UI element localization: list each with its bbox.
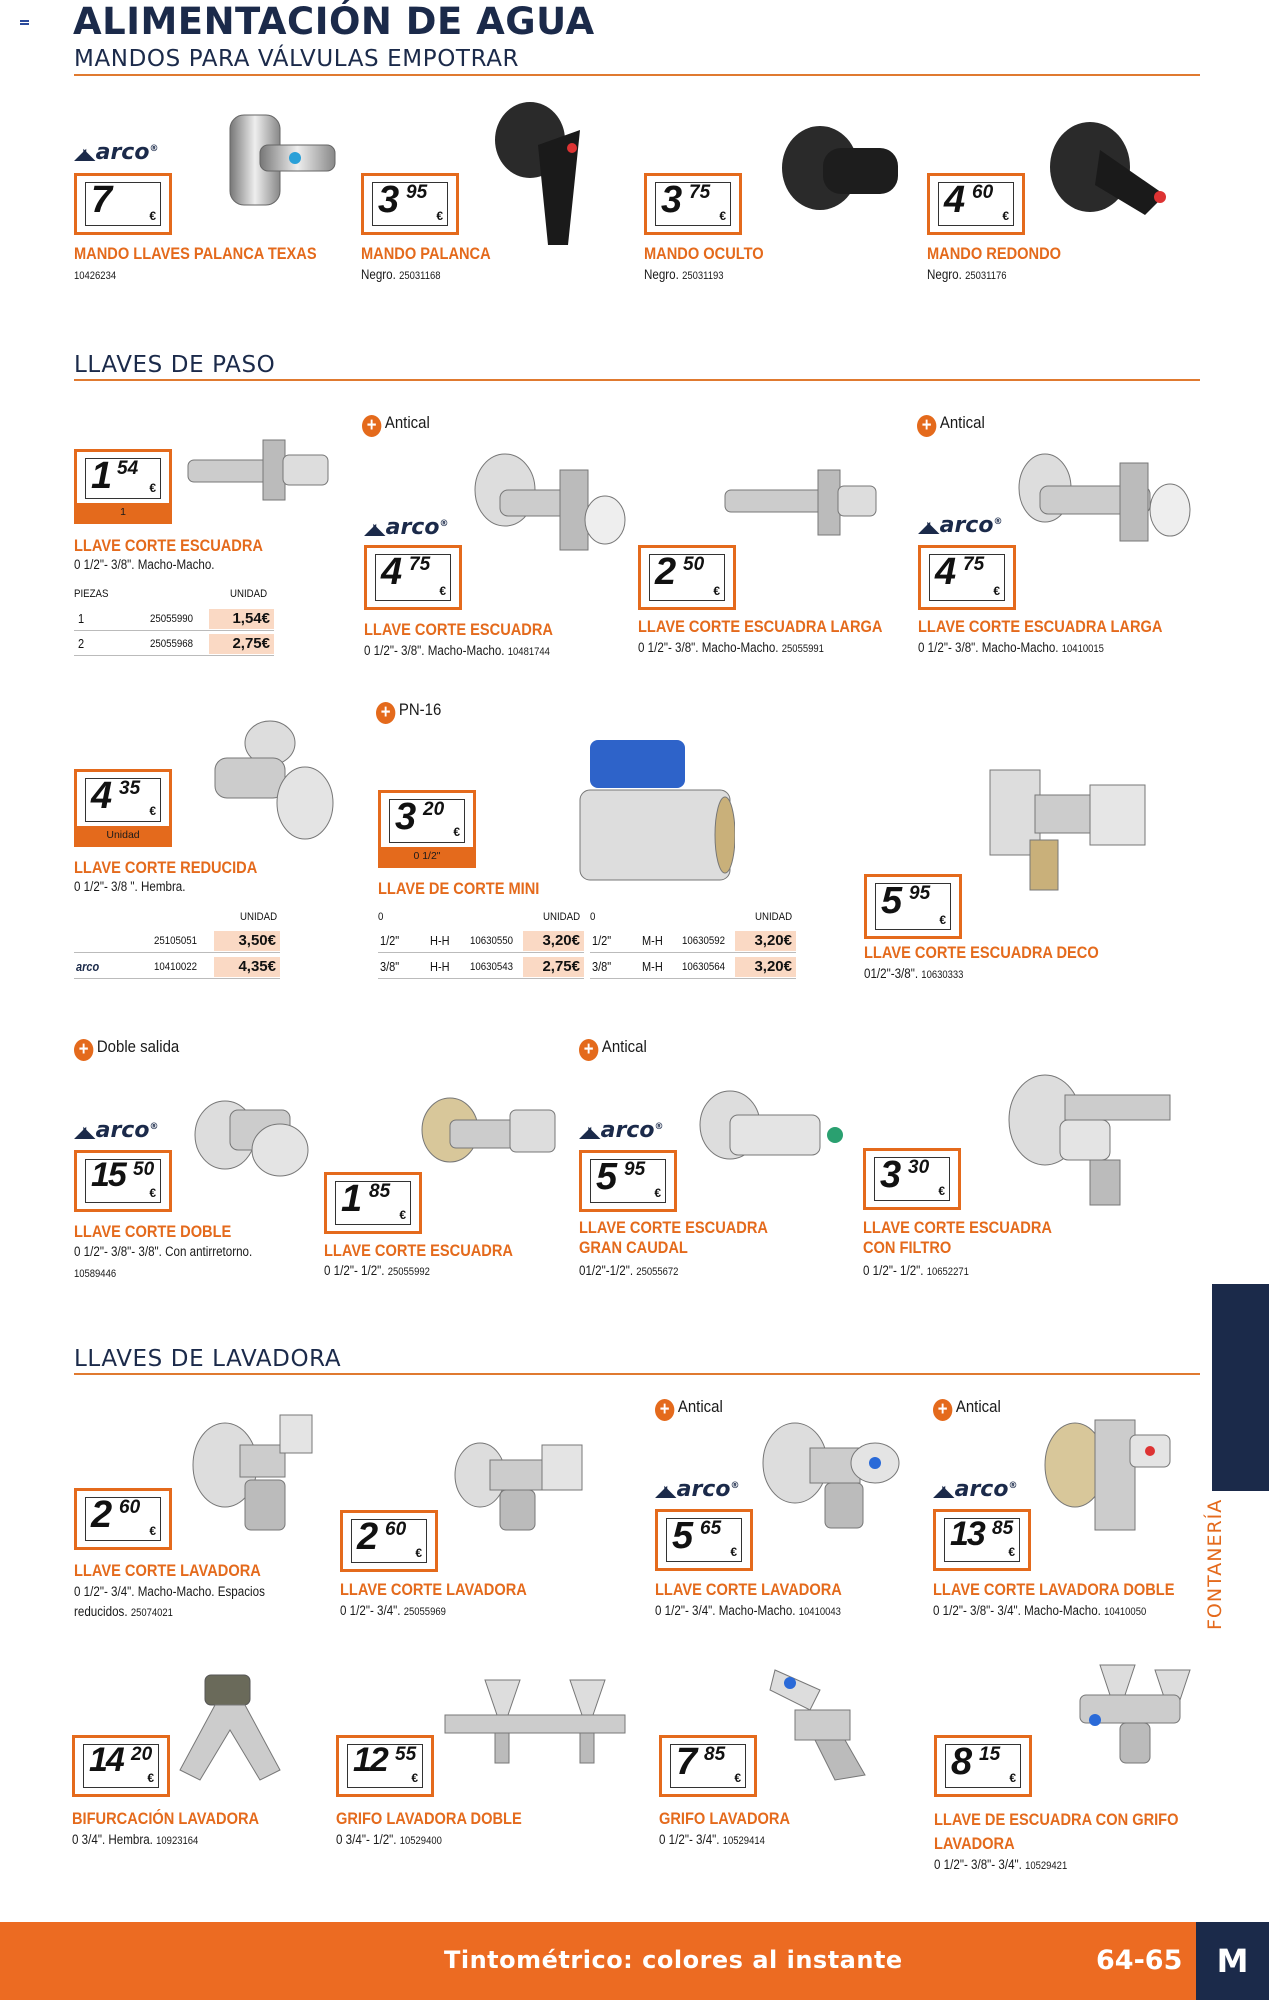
- arco-logo: ◢◣ arco®: [918, 513, 1003, 538]
- reduced-valve-image: [205, 718, 340, 848]
- product-desc: Negro. 25031193: [644, 267, 724, 282]
- product-desc: 0 3/4"- 1/2". 10529400: [336, 1832, 442, 1847]
- page-title: ALIMENTACIÓN DE AGUA: [73, 0, 595, 43]
- price-tag: 15 50 €: [74, 1150, 172, 1212]
- product-desc: 0 1/2"- 3/8 ". Hembra.: [74, 879, 186, 894]
- product-desc: 0 1/2"- 3/4". Macho-Macho. Espacios: [74, 1584, 265, 1599]
- product-name: LLAVE CORTE LAVADORA: [655, 1580, 842, 1599]
- section-rule: [74, 1373, 1200, 1375]
- price-tag: 7 €: [74, 173, 172, 235]
- angle-valve-image: [183, 425, 333, 505]
- price-tag: 1 85 €: [324, 1172, 422, 1234]
- price-tag: 5 65 €: [655, 1509, 753, 1571]
- product-name: LLAVE CORTE ESCUADRA: [579, 1218, 768, 1237]
- product-desc: 0 1/2"- 3/8"- 3/4". Macho-Macho. 10410050: [933, 1603, 1147, 1618]
- price-tag: 3 20 € 0 1/2": [378, 790, 476, 868]
- product-name: LLAVE CORTE ESCUADRA: [863, 1218, 1052, 1237]
- feature-tag: + Antical: [917, 413, 985, 437]
- footer-text: Tintométrico: colores al instante: [444, 1946, 903, 1974]
- product-desc: 0 1/2"- 3/4". 10529414: [659, 1832, 765, 1847]
- angle-tap-image: [1060, 1660, 1200, 1770]
- product-name: LLAVE CORTE DOBLE: [74, 1222, 232, 1241]
- product-name: GRAN CAUDAL: [579, 1238, 688, 1257]
- double-tap-image: [440, 1675, 630, 1775]
- arco-logo: ◢◣ arco®: [655, 1477, 740, 1502]
- section-title-mandos: MANDOS PARA VÁLVULAS EMPOTRAR: [74, 46, 520, 72]
- square-deco-valve-image: [980, 760, 1165, 895]
- product-desc: 0 1/2"- 1/2". 10652271: [863, 1263, 969, 1278]
- product-desc: 01/2"-3/8". 10630333: [864, 966, 964, 981]
- price-tag: 3 95 €: [361, 173, 459, 235]
- black-lever-image: [480, 100, 590, 250]
- price-tag: 4 75 €: [364, 545, 462, 610]
- washer-valve-image: [755, 1418, 905, 1538]
- product-ref: 10589446: [74, 1268, 117, 1280]
- product-name: LLAVE DE CORTE MINI: [378, 879, 540, 898]
- arco-logo: ◢◣ arco®: [364, 515, 449, 540]
- table-row: 3/8" H-H 10630543 2,75€: [378, 956, 584, 979]
- category-side-tab: [1212, 1284, 1269, 1491]
- price-tag: 2 50 €: [638, 545, 736, 610]
- double-washer-valve-image: [1040, 1395, 1180, 1545]
- price-tag: 3 75 €: [644, 173, 742, 235]
- product-desc: 0 1/2"- 3/8"- 3/8". Con antirretorno.: [74, 1244, 253, 1259]
- product-desc: 0 1/2"- 3/8". Macho-Macho.: [74, 557, 215, 572]
- product-desc: reducidos. 25074021: [74, 1604, 173, 1619]
- product-name: LAVADORA: [934, 1834, 1015, 1853]
- table-row: 2 25055968 2,75€: [74, 633, 274, 656]
- menu-icon[interactable]: [20, 20, 29, 25]
- product-name: LLAVE CORTE ESCUADRA LARGA: [638, 617, 883, 636]
- product-desc: 0 1/2"- 3/4". Macho-Macho. 10410043: [655, 1603, 841, 1618]
- price-tag: 2 60 €: [340, 1510, 438, 1572]
- angle-valve-image: [470, 450, 630, 560]
- lever-handle-image: [220, 105, 340, 210]
- price-tag: 4 60 €: [927, 173, 1025, 235]
- arco-logo: ◢◣ arco®: [579, 1118, 664, 1143]
- product-name: LLAVE CORTE REDUCIDA: [74, 858, 258, 877]
- brand-logo: M: [1196, 1922, 1269, 2000]
- product-desc: Negro. 25031176: [927, 267, 1007, 282]
- table-row: arco 10410022 4,35€: [74, 956, 280, 979]
- product-name: GRIFO LAVADORA: [659, 1809, 791, 1828]
- feature-tag: + Doble salida: [74, 1037, 179, 1061]
- black-knob-image: [778, 118, 903, 223]
- price-tag: 4 35 € Unidad: [74, 769, 172, 847]
- mini-ball-valve-image: [575, 735, 735, 890]
- product-name: LLAVE DE ESCUADRA CON GRIFO: [934, 1810, 1179, 1829]
- product-name: MANDO REDONDO: [927, 244, 1062, 263]
- product-desc: 0 1/2"- 3/8". Macho-Macho. 10410015: [918, 640, 1104, 655]
- product-name: BIFURCACIÓN LAVADORA: [72, 1809, 260, 1828]
- product-desc: 01/2"-1/2". 25055672: [579, 1263, 679, 1278]
- price-tag: 7 85 €: [659, 1735, 757, 1797]
- price-tag: 14 20 €: [72, 1735, 170, 1797]
- long-angle-valve-image: [720, 460, 880, 540]
- footer-bar: [0, 1922, 1269, 2000]
- product-name: LLAVE CORTE LAVADORA DOBLE: [933, 1580, 1175, 1599]
- price-tag: 2 60 €: [74, 1488, 172, 1550]
- washer-valve-image: [185, 1410, 320, 1535]
- product-name: CON FILTRO: [863, 1238, 952, 1257]
- product-name: LLAVE CORTE ESCUADRA: [74, 536, 263, 555]
- product-desc: 0 1/2"- 3/8"- 3/4". 10529421: [934, 1857, 1068, 1872]
- washer-valve-image: [450, 1430, 590, 1535]
- price-tag: 13 85 €: [933, 1509, 1031, 1571]
- category-label: FONTANERÍA: [1204, 1498, 1226, 1630]
- round-knob-image: [1045, 115, 1175, 235]
- y-splitter-image: [170, 1670, 290, 1795]
- product-name: LLAVE CORTE ESCUADRA DECO: [864, 943, 1099, 962]
- table-row: 1/2" M-H 10630592 3,20€: [590, 930, 796, 953]
- product-desc: 0 1/2"- 1/2". 25055992: [324, 1263, 430, 1278]
- section-title-lavadora: LLAVES DE LAVADORA: [74, 1346, 342, 1372]
- product-desc: Negro. 25031168: [361, 267, 441, 282]
- product-name: GRIFO LAVADORA DOBLE: [336, 1809, 522, 1828]
- section-title-paso: LLAVES DE PASO: [74, 352, 276, 378]
- product-name: LLAVE CORTE LAVADORA: [74, 1561, 261, 1580]
- price-tag: 5 95 €: [864, 874, 962, 939]
- double-valve-image: [180, 1090, 315, 1185]
- product-name: MANDO PALANCA: [361, 244, 491, 263]
- price-tag: 4 75 €: [918, 545, 1016, 610]
- feature-tag: + Antical: [655, 1397, 723, 1421]
- product-name: MANDO OCULTO: [644, 244, 764, 263]
- section-rule: [74, 379, 1200, 381]
- table-row: 3/8" M-H 10630564 3,20€: [590, 956, 796, 979]
- table-row: 1 25055990 1,54€: [74, 608, 274, 631]
- section-rule: [74, 74, 1200, 76]
- high-flow-valve-image: [695, 1085, 855, 1185]
- feature-tag: + PN-16: [376, 700, 441, 724]
- feature-tag: + Antical: [579, 1037, 647, 1061]
- price-tag: 8 15 €: [934, 1735, 1032, 1797]
- product-name: LLAVE CORTE LAVADORA: [340, 1580, 527, 1599]
- product-desc: 0 1/2"- 3/4". 25055969: [340, 1603, 446, 1618]
- filter-valve-image: [1005, 1065, 1175, 1210]
- feature-tag: + Antical: [933, 1397, 1001, 1421]
- arco-logo: ◢◣ arco®: [933, 1477, 1018, 1502]
- feature-tag: + Antical: [362, 413, 430, 437]
- price-tag: 3 30 €: [863, 1148, 961, 1210]
- arco-logo: ◢◣ arco®: [74, 140, 159, 165]
- product-ref: 10426234: [74, 270, 117, 282]
- price-tag: 5 95 €: [579, 1150, 677, 1212]
- product-name: MANDO LLAVES PALANCA TEXAS: [74, 244, 317, 263]
- price-tag: 12 55 €: [336, 1735, 434, 1797]
- product-name: LLAVE CORTE ESCUADRA: [324, 1241, 513, 1260]
- washer-tap-image: [755, 1665, 890, 1785]
- long-angle-valve-image: [1015, 448, 1195, 548]
- product-desc: 0 3/4". Hembra. 10923164: [72, 1832, 199, 1847]
- product-name: LLAVE CORTE ESCUADRA LARGA: [918, 617, 1163, 636]
- arco-logo-small: arco: [76, 960, 100, 974]
- product-desc: 0 1/2"- 3/8". Macho-Macho. 25055991: [638, 640, 824, 655]
- table-row: 25105051 3,50€: [74, 930, 280, 953]
- arco-logo: ◢◣ arco®: [74, 1118, 159, 1143]
- angle-valve-image: [415, 1090, 565, 1180]
- page-number: 64-65: [1096, 1945, 1183, 1976]
- table-row: 1/2" H-H 10630550 3,20€: [378, 930, 584, 953]
- price-tag: 1 54 € 1: [74, 449, 172, 524]
- product-name: LLAVE CORTE ESCUADRA: [364, 620, 553, 639]
- product-desc: 0 1/2"- 3/8". Macho-Macho. 10481744: [364, 643, 550, 658]
